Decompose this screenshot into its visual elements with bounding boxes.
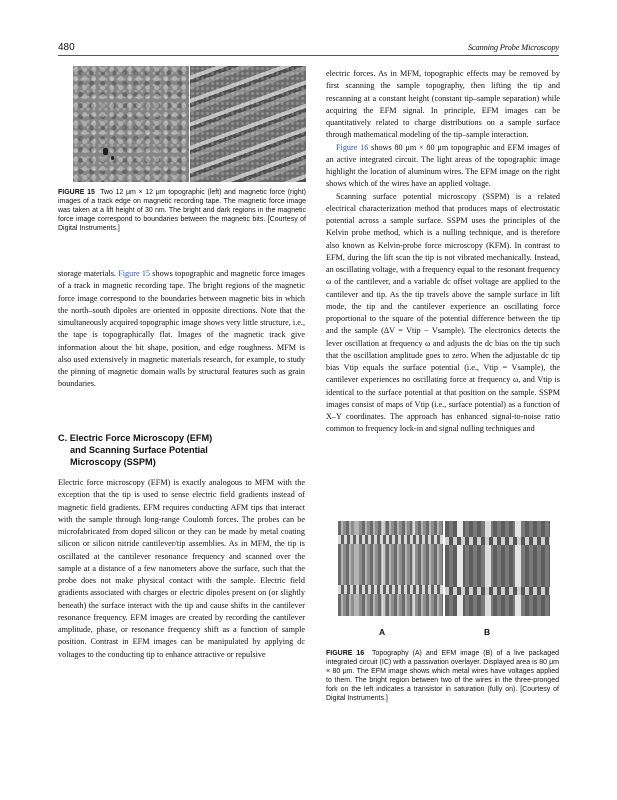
section-heading-line: and Scanning Surface Potential [70, 445, 208, 455]
circuit-band [445, 587, 550, 595]
text-run: shows 80 μm × 80 μm topographic and EFM images of an active integrated circuit. The light areas of the topographic image highlight the location of aluminum wires. The EFM image on the right shows which of the wires have an applied voltage. [326, 142, 560, 189]
figure-15-magnetic-force-image [190, 66, 306, 182]
left-column-paragraph-1 [58, 268, 305, 391]
text-run: shows topographic and magnetic force images of a track in magnetic recording tape. The bright regions of the magnetic force image correspond to the boundaries between magnetic bits in which the north–south dipoles are oriented in opposite directions. Note that the simultaneously acquired topographic image shows very little structure, i.e., the tape is topographically flat. Images of the magnetic track give information about the bit shape, position, and edge roughness. MFM is also used extensively in magnetic materials research, for example, to study the pinning of magnetic domain walls by structural features such as grain boundaries. [58, 269, 305, 389]
paragraph-sspm: Scanning surface potential microscopy (SSPM) is a related electrical characterization method that produces maps of electrostatic potential across a sample surface. SSPM uses the principles of the Kelvin probe method, which is a nulling technique, and is therefore also known as Kelvin-probe force microscopy (KFM). In contrast to EFM, during the lift scan the tip is not vibrated mechanically. Instead, an oscillating voltage, with a frequency equal to the resonant frequency ω of the cantilever, and a variable dc offset voltage are applied to the cantilever and tip. As the tip travels above the sample surface in lift mode, the tip and the cantilever experience an oscillating force proportional to the square of the potential difference between the tip and the sample (ΔV = Vtip − Vsample). The electronics detects the lever oscillation at frequency ω and adjusts the dc bias on the tip such that the oscillation amplitude goes to zero. When the adjustable dc tip bias Vtip equals the surface potential (i.e., Vtip = Vsample), the cantilever experiences no oscillating force at frequency ω, and Vtip is identical to the surface potential at that position on the sample. SSPM images consist of maps of Vtip (i.e., surface potential) as a function of X–Y coordinates. The approach has enhanced signal-to-noise ratio common to frequency lock-in and signal nulling techniques and [326, 191, 560, 434]
figure-16-panel-b-label: B [484, 627, 491, 637]
topography-defect-mark [103, 148, 108, 155]
topography-defect-mark [111, 156, 114, 160]
figure-16-image [338, 521, 550, 616]
figure-16-caption [326, 649, 559, 704]
paragraph-figure-16 [326, 142, 560, 191]
section-heading-efm [58, 432, 298, 468]
figure-15-caption-text: Two 12 μm × 12 μm topographic (left) and magnetic force (right) images of a track edge on magnetic recording tape. The magnetic force image was taken at a lift height of 30 nm. The bright and dark regions in the magnetic force image correspond to boundaries between the magnetic bits. [Courtesy of Digital Instruments.] [58, 189, 306, 233]
figure-16-efm-image [445, 521, 550, 616]
paragraph-efm-continued: electric forces. As in MFM, topographic effects may be removed by first scanning the sample topography, then lifting the tip and rescanning at a constant height (constant tip–sample separation) while acquiring the EFM signal. In principle, EFM images can be quantitatively related to charge distributions on a sample surface through mathematical modeling of the tip–sample interaction. [326, 69, 560, 140]
section-heading-line: C. Electric Force Microscopy (EFM) [58, 433, 213, 443]
figure-15-link[interactable]: Figure 15 [118, 269, 151, 278]
figure-16-caption-text: Topography (A) and EFM image (B) of a live packaged integrated circuit (IC) with a passivation overlayer. Displayed area is 80 μm × 80 μm. The EFM image shows which metal wires have voltages applied to them. The bright region between two of the wires in the three-pronged fork on the left indicates a transistor in saturation (fully on). [Courtesy of Digital Instruments.] [326, 650, 559, 703]
paragraph-efm: Electric force microscopy (EFM) is exactly analogous to MFM with the exception that the tip is used to sense electric field gradients instead of magnetic field gradients. EFM requires conducting AFM tips that interact with the sample through long-range Coulomb forces. The probes can be microfabricated from doped silicon or they can be made by metal coating silicon or silicon nitride cantilever/tip assemblies. As in MFM, the tip is oscillated at the cantilever resonance frequency and scanned over the sample at a distance of a few nanometers above the surface, such that the probe does not make physical contact with the sample. Electric field gradients associated with charges or electric dipoles present on (or slightly beneath) the surface interact with the tip and cause shifts in the cantilever resonance frequency. EFM images are created by recording the cantilever amplitude, phase, or resonance frequency shift as a function of sample position. Contrast in EFM images can be manipulated by applying dc voltages to the conducting tip to enhance attractive or repulsive [58, 478, 305, 659]
figure-16-link[interactable]: Figure 16 [336, 142, 369, 152]
figure-15-caption [58, 188, 306, 233]
page-number: 480 [58, 42, 75, 53]
running-title: Scanning Probe Microscopy [467, 42, 559, 52]
figure-16-caption-label: FIGURE 16 [326, 650, 365, 657]
figure-15-topographic-image [73, 66, 189, 182]
header-rule [58, 55, 559, 56]
section-heading-line: Microscopy (SSPM) [70, 457, 156, 467]
circuit-band [445, 537, 550, 545]
left-column-paragraph-2 [58, 477, 305, 661]
right-column-text [326, 68, 560, 436]
figure-15-image [73, 66, 306, 182]
figure-15-caption-label: FIGURE 15 [58, 189, 95, 196]
text-run: storage materials. [58, 269, 119, 278]
figure-16-panel-a-label: A [379, 627, 386, 637]
circuit-band [338, 585, 443, 594]
circuit-band [338, 535, 443, 544]
